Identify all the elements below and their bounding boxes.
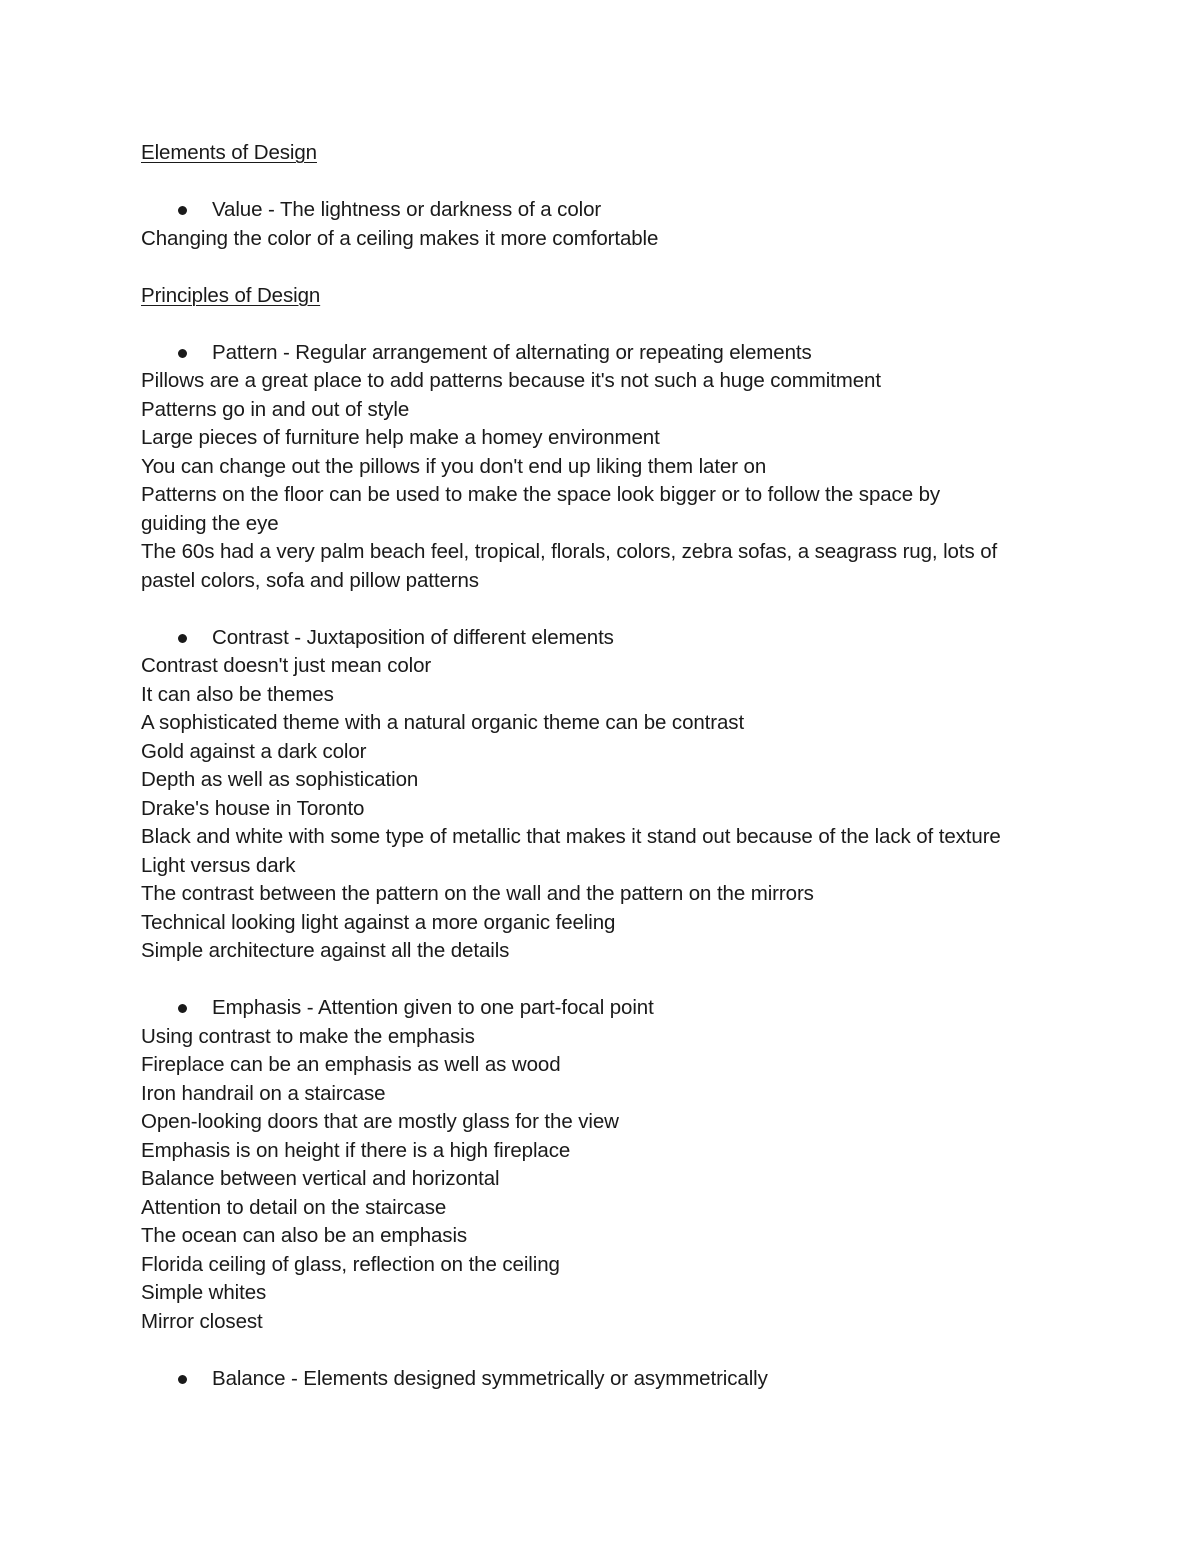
spacer: [141, 966, 1081, 995]
note-line: Fireplace can be an emphasis as well as wood: [141, 1053, 561, 1076]
note-line: Pillows are a great place to add patterns because it's not such a huge commitment: [141, 369, 881, 392]
note-line: Simple whites: [141, 1281, 267, 1304]
elements-items: [141, 196, 1081, 253]
bullet-item: [141, 994, 1081, 1023]
note-line: Patterns go in and out of style: [141, 397, 410, 421]
note-line: Using contrast to make the emphasis: [141, 1024, 475, 1048]
note-line: You can change out the pillows if you don't end up liking them later on: [141, 454, 767, 478]
bullet-dot-icon: [178, 634, 187, 643]
note-line: Large pieces of furniture help make a homey environment: [141, 426, 660, 449]
note-line: Emphasis is on height if there is a high fireplace: [141, 1138, 571, 1162]
spacer: [141, 168, 1081, 197]
note-line: guiding the eye: [141, 511, 279, 535]
note-line: The ocean can also be an emphasis: [141, 1224, 468, 1247]
bullet-dot-icon: [178, 1375, 187, 1384]
note-line: Black and white with some type of metallic that makes it stand out because of the lack of texture: [141, 825, 1001, 848]
note-line: Florida ceiling of glass, reflection on the ceiling: [141, 1252, 560, 1276]
bullet-item: [141, 339, 1081, 368]
bullet-text: Contrast - Juxtaposition of different elements: [212, 625, 614, 649]
note-line: Changing the color of a ceiling makes it more comfortable: [141, 226, 659, 250]
spacer: [141, 253, 1081, 282]
bullet-dot-icon: [178, 206, 187, 215]
bullet-dot-icon: [178, 1004, 187, 1013]
note-line: Iron handrail on a staircase: [141, 1081, 386, 1105]
note-line: Contrast doesn't just mean color: [141, 654, 432, 677]
note-line: Balance between vertical and horizontal: [141, 1167, 500, 1190]
section-heading-elements: Elements of Design: [141, 141, 317, 164]
bullet-text: Value - The lightness or darkness of a color: [212, 198, 602, 221]
note-line: Technical looking light against a more organic feeling: [141, 910, 616, 934]
bullet-dot-icon: [178, 349, 187, 358]
bullet-item: [141, 196, 1081, 225]
note-line: A sophisticated theme with a natural organic theme can be contrast: [141, 711, 745, 734]
section-heading-principles: Principles of Design: [141, 283, 321, 307]
note-line: Drake's house in Toronto: [141, 796, 365, 820]
bullet-item: [141, 624, 1081, 653]
spacer: [141, 1336, 1081, 1365]
note-line: The contrast between the pattern on the wall and the pattern on the mirrors: [141, 882, 814, 905]
note-line: Patterns on the floor can be used to make the space look bigger or to follow the space by: [141, 483, 941, 506]
note-line: Light versus dark: [141, 853, 296, 877]
note-line: Open-looking doors that are mostly glass for the view: [141, 1110, 619, 1133]
note-line: It can also be themes: [141, 682, 334, 706]
note-line: Gold against a dark color: [141, 739, 367, 763]
bullet-item: [141, 1365, 1081, 1394]
note-line: The 60s had a very palm beach feel, tropical, florals, colors, zebra sofas, a seagrass rug, lots of: [141, 540, 998, 563]
note-line: Simple architecture against all the details: [141, 939, 510, 962]
bullet-text: Pattern - Regular arrangement of alternating or repeating elements: [212, 340, 812, 364]
spacer: [141, 595, 1081, 624]
document-page: [141, 139, 1081, 1393]
bullet-text: Emphasis - Attention given to one part-focal point: [212, 996, 654, 1019]
note-line: Attention to detail on the staircase: [141, 1195, 447, 1219]
bullet-text: Balance - Elements designed symmetrically or asymmetrically: [212, 1366, 768, 1390]
note-line: Mirror closest: [141, 1309, 263, 1333]
note-line: pastel colors, sofa and pillow patterns: [141, 568, 479, 592]
spacer: [141, 310, 1081, 339]
note-line: Depth as well as sophistication: [141, 768, 419, 791]
principles-items: [141, 339, 1081, 1394]
